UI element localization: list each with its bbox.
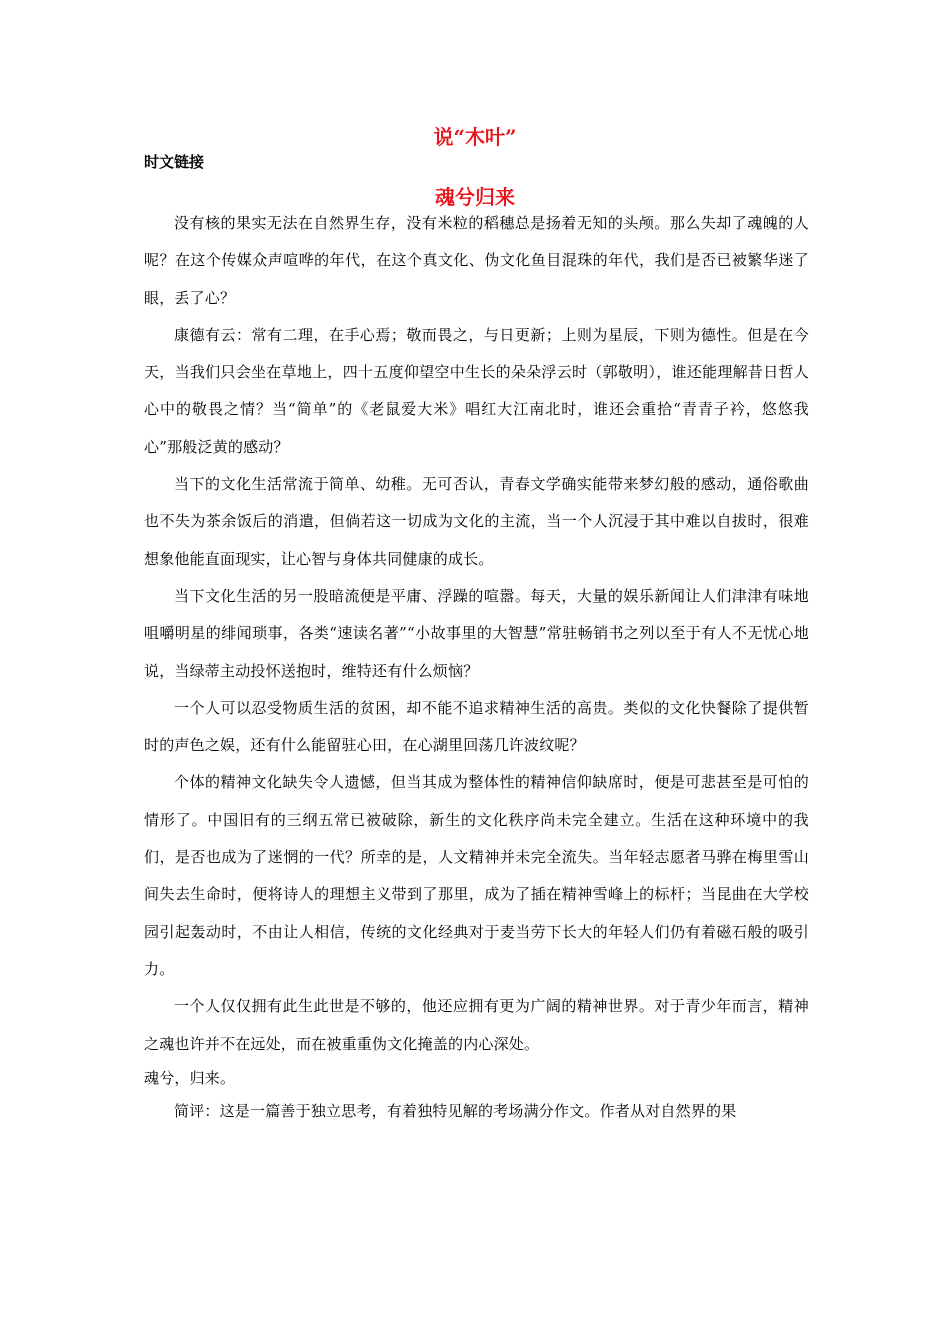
document-title: 说“木叶”	[433, 125, 517, 149]
paragraph: 当下文化生活的另一股暗流便是平庸、浮躁的喧嚣。每天，大量的娱乐新闻让人们津津有味地咀嚼明星的绯闻琐事，各类“速读名著”“小故事里的大智慧”常驻畅销书之列以至于有人不无忧心地说，当绿蒂主动投怀送抱时，维特还有什么烦恼？	[144, 586, 809, 680]
paragraph: 当下的文化生活常流于简单、幼稚。无可否认，青春文学确实能带来梦幻般的感动，通俗歌曲也不失为茶余饭后的消遣，但倘若这一切成为文化的主流，当一个人沉浸于其中难以自拔时，很难想象他能直面现实，让心智与身体共同健康的成长。	[144, 475, 809, 568]
paragraph: 一个人可以忍受物质生活的贫困，却不能不追求精神生活的高贵。类似的文化快餐除了提供暂时的声色之娱，还有什么能留驻心田，在心湖里回荡几许波纹呢？	[144, 698, 809, 755]
review-paragraph: 简评：这是一篇善于独立思考，有着独特见解的考场满分作文。作者从对自然界的果	[174, 1101, 737, 1120]
paragraph: 个体的精神文化缺失令人遗憾，但当其成为整体性的精神信仰缺席时，便是可悲甚至是可怕的情形了。中国旧有的三纲五常已被破除，新生的文化秩序尚未完全建立。生活在这种环境中的我们，是否也成为了迷惘的一代？所幸的是，人文精神并未完全流失。当年轻志愿者马骅在梅里雪山间失去生命时，便将诗人的理想主义带到了那里，成为了插在精神雪峰上的标杆；当昆曲在大学校园引起轰动时，不由让人相信，传统的文化经典对于麦当劳下长大的年轻人们仍有着磁石般的吸引力。	[144, 773, 809, 978]
paragraph: 没有核的果实无法在自然界生存，没有米粒的稻穗总是扬着无知的头颅。那么失却了魂魄的人呢？在这个传媒众声喧哗的年代，在这个真文化、伪文化鱼目混珠的年代，我们是否已被繁华迷了眼，丢了心？	[144, 214, 809, 307]
essay-title: 魂兮归来	[435, 185, 515, 209]
section-label: 时文链接	[144, 153, 205, 171]
essay-body	[144, 205, 809, 1130]
paragraph: 康德有云：常有二理，在手心焉；敬而畏之，与日更新；上则为星辰，下则为德性。但是在今天，当我们只会坐在草地上，四十五度仰望空中生长的朵朵浮云时（郭敬明），谁还能理解昔日哲人心中的敬畏之情？当“简单”的《老鼠爱大米》唱红大江南北时，谁还会重拾“青青子衿，悠悠我心”那般泛黄的感动？	[144, 325, 809, 456]
paragraph: 一个人仅仅拥有此生此世是不够的，他还应拥有更为广阔的精神世界。对于青少年而言，精神之魂也许并不在远处，而在被重重伪文化掩盖的内心深处。	[144, 997, 809, 1053]
closing-line: 魂兮，归来。	[144, 1068, 236, 1087]
